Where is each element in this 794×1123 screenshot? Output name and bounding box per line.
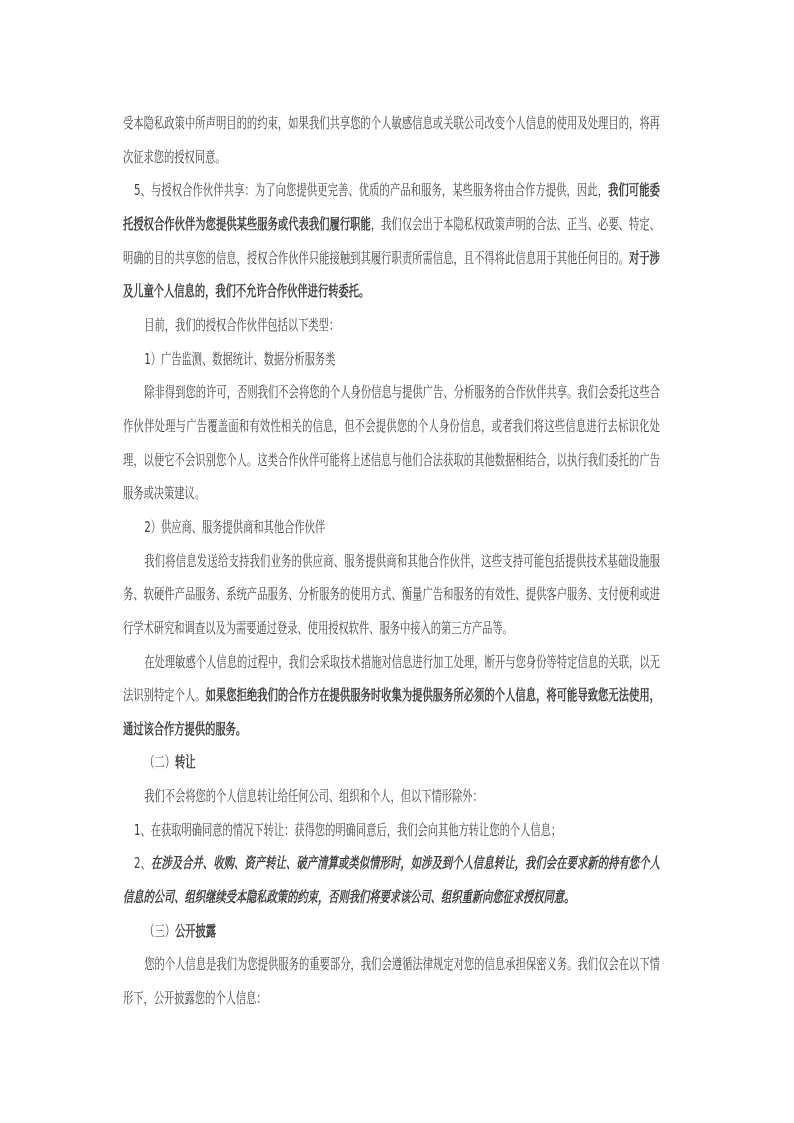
text-run: 对于涉及儿童个人信息的，我们不允许合作伙伴进行转委托。: [123, 248, 660, 301]
paragraph-type1-ad-monitoring: [123, 343, 660, 377]
text-run: 在涉及合并、收购、资产转让、破产清算或类似情形时，如涉及到个人信息转让，我们会在要求新的持有您个人信息的公司、组织继续受本隐私政策的约束，否则我们将要求该公司、组织重新向您征求授权同意。: [123, 854, 660, 907]
text-run: 受本隐私政策中所声明目的的约束，如果我们共享您的个人敏感信息或关联公司改变个人信息的使用及处理目的，将再次征求您的授权同意。: [123, 114, 660, 166]
heading-section3-public-disclosure: [123, 915, 660, 949]
text-run: 目前，我们的授权合作伙伴包括以下类型：: [144, 315, 340, 334]
text-run: 2、: [133, 854, 151, 873]
paragraph-type2-detail: [123, 545, 660, 646]
paragraph-type2-suppliers: [123, 511, 660, 545]
text-run: 转让: [174, 753, 196, 772]
paragraph-disclosure-intro: [123, 948, 660, 1015]
heading-section2-transfer: [123, 746, 660, 780]
text-run: 我们不会将您的个人信息转让给任何公司、组织和个人，但以下情形除外：: [144, 787, 483, 806]
text-run: 2）供应商、服务提供商和其他合作伙伴: [144, 517, 326, 536]
paragraph-sensitive-info-processing: [123, 646, 660, 747]
paragraph-shared-authorization-consent: [123, 107, 660, 174]
text-run: 我们可能委托授权合作伙伴为您提供某些服务或代表我们履行职能: [123, 181, 660, 233]
document-text-block: [123, 107, 660, 1016]
paragraph-transfer-item2: [123, 847, 660, 914]
text-run: 1）广告监测、数据统计、数据分析服务类: [144, 349, 336, 368]
document-content: [123, 107, 660, 1016]
text-run: 在处理敏感个人信息的过程中，我们会采取技术措施对信息进行加工处理，断开与您身份等特定信息的关联，以无法识别特定个人。: [123, 652, 660, 705]
paragraph-transfer-intro: [123, 780, 660, 814]
text-run: 除非得到您的许可，否则我们不会将您的个人身份信息与提供广告、分析服务的合作伙伴共享。我们会委托这些合作伙伴处理与广告覆盖面和有效性相关的信息，但不会提供您的个人身份信息，或者我们将这些信息进行去标识化处理，以便它不会识别您个人。这类合作伙伴可能将上述信息与他们合法获取的其他数据相结合，以执行我们委托的广告服务或决策建议。: [123, 383, 660, 503]
text-run: ，我们仅会出于本隐私权政策声明的合法、正当、必要、特定、明确的目的共享您的信息，授权合作伙伴只能接触到其履行职责所需信息，且不得将此信息用于其他任何目的。: [123, 214, 660, 267]
text-run: 您的个人信息是我们为您提供服务的重要部分，我们会遵循法律规定对您的信息承担保密义务。我们仅会在以下情形下，公开披露您的个人信息：: [123, 955, 660, 1008]
paragraph-type1-detail: [123, 376, 660, 511]
text-run: （三）: [144, 921, 175, 940]
paragraph-partner-types-intro: [123, 309, 660, 343]
text-run: 1、在获取明确同意的情况下转让：获得您的明确同意后，我们会向其他方转让您的个人信息；: [133, 820, 562, 839]
text-run: 5、与授权合作伙伴共享：为了向您提供更完善、优质的产品和服务，某些服务将由合作方提供，因此，: [133, 181, 609, 200]
text-run: 我们将信息发送给支持我们业务的供应商、服务提供商和其他合作伙伴，这些支持可能包括提供技术基础设施服务、软硬件产品服务、系统产品服务、分析服务的使用方式、衡量广告和服务的有效性、提供客户服务、支付便利或进行学术研究和调查以及为需要通过登录、使用授权软件、服务中接入的第三方产品等。: [123, 551, 660, 637]
paragraph-transfer-item1: [123, 814, 660, 848]
text-run: 公开披露: [174, 921, 217, 940]
text-run: 如果您拒绝我们的合作方在提供服务时收集为提供服务所必须的个人信息，将可能导致您无法使用，通过该合作方提供的服务。: [123, 686, 660, 738]
paragraph-item5-authorized-partners: [123, 174, 660, 309]
text-run: （二）: [144, 753, 175, 772]
